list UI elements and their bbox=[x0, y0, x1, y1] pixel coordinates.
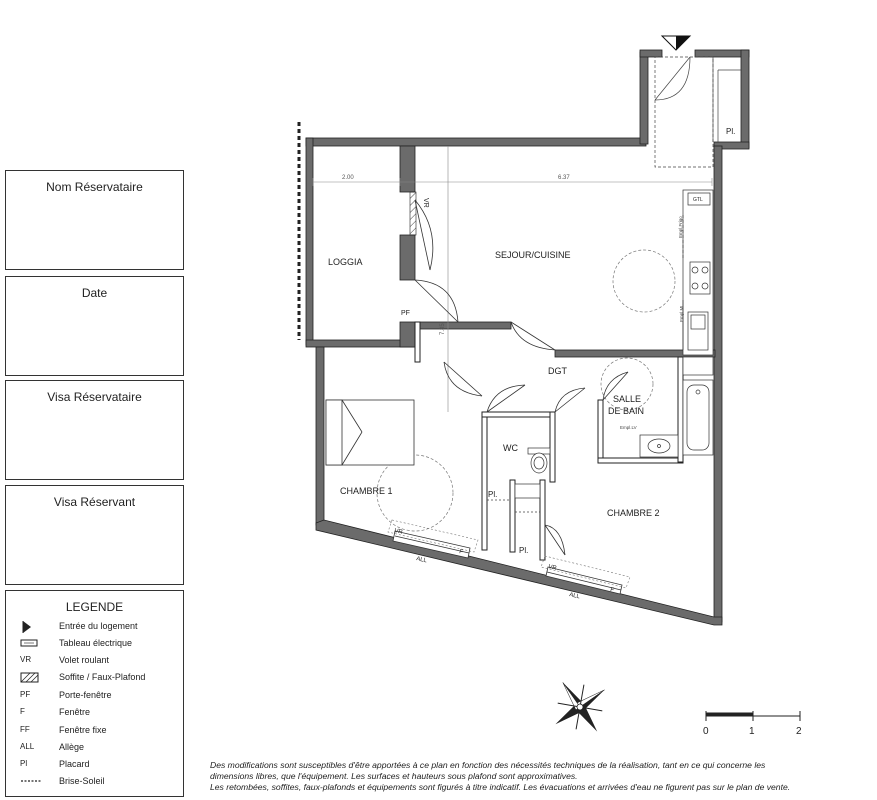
f-label-ch1: F bbox=[458, 549, 464, 556]
dim-loggia: 2.00 bbox=[342, 175, 354, 181]
vr-label-ch1: VR bbox=[393, 528, 404, 536]
frigo-label: Empl.Frigo bbox=[678, 216, 683, 238]
bed bbox=[326, 400, 414, 465]
legend-label: Allège bbox=[59, 742, 85, 752]
legend-symbol: FF bbox=[20, 725, 30, 734]
gtl-label: GTL bbox=[693, 197, 703, 203]
room-sdb-1: SALLE bbox=[613, 394, 642, 404]
legend-label: Placard bbox=[59, 759, 90, 769]
dim-height: 7.85 bbox=[440, 323, 446, 335]
legend-label: Entrée du logement bbox=[59, 621, 138, 631]
scale-tick-0: 0 bbox=[703, 726, 709, 737]
legend-symbol: Pl bbox=[20, 759, 28, 768]
windows bbox=[393, 531, 622, 594]
legend-label: Tableau électrique bbox=[59, 638, 133, 648]
disclaimer bbox=[210, 760, 850, 793]
room-chambre1: CHAMBRE 1 bbox=[340, 486, 393, 496]
compass-icon bbox=[538, 665, 622, 749]
dim-sejour: 6.37 bbox=[558, 175, 570, 181]
placard-entrance-label: Pl. bbox=[726, 127, 736, 136]
all-label-ch1: ALL bbox=[415, 556, 428, 565]
room-loggia: LOGGIA bbox=[328, 257, 363, 267]
room-chambre2: CHAMBRE 2 bbox=[607, 508, 660, 518]
legend-label: Volet roulant bbox=[59, 655, 110, 665]
all-label-ch2: ALL bbox=[568, 592, 581, 601]
bathroom-fixtures bbox=[640, 357, 713, 457]
room-wc: WC bbox=[503, 443, 518, 453]
placard-label-2: Pl. bbox=[519, 546, 529, 555]
bottom-wall bbox=[316, 520, 722, 625]
room-sejour: SEJOUR/CUISINE bbox=[495, 250, 571, 260]
legend-label: Porte-fenêtre bbox=[59, 690, 112, 700]
legend-title: LEGENDE bbox=[65, 600, 124, 614]
scale-tick-1: 1 bbox=[749, 726, 755, 737]
entrance-hall bbox=[655, 57, 741, 167]
dimension-lines bbox=[313, 146, 712, 412]
lv-label: Empl.LV bbox=[620, 425, 637, 430]
legend-symbol: VR bbox=[20, 655, 32, 664]
legend-symbol: PF bbox=[20, 690, 31, 699]
placard-label-1: Pl. bbox=[488, 490, 498, 499]
soffite-hatch bbox=[410, 192, 416, 235]
legend-label: Fenêtre bbox=[59, 707, 91, 717]
room-dgt: DGT bbox=[548, 366, 567, 376]
legend-label: Soffite / Faux-Plafond bbox=[59, 672, 146, 682]
legend-symbol: F bbox=[20, 707, 25, 716]
f-label-ch2: F bbox=[609, 587, 615, 594]
disclaimer-line-1: Des modifications sont susceptibles d'être apportées à ce plan en fonction des nécessités techniques de la réalisation, tant en ce qui concerne les bbox=[210, 760, 766, 770]
scale-bar bbox=[706, 711, 800, 721]
vr-label: VR bbox=[422, 198, 429, 208]
room-sdb-2: DE BAIN bbox=[608, 406, 645, 416]
box-date-title: Date bbox=[81, 286, 108, 300]
room-labels bbox=[328, 250, 660, 518]
box-nom-reservataire-title: Nom Réservataire bbox=[46, 180, 143, 194]
legend-label: Brise-Soleil bbox=[59, 776, 105, 786]
ml-label: Empl.ML bbox=[679, 304, 684, 322]
box-visa-reservant-title: Visa Réservant bbox=[53, 495, 136, 509]
disclaimer-line-2: dimensions libres, que l'équipement. Les surfaces et hauteurs sous plafond sont approximatives. bbox=[210, 771, 578, 781]
disclaimer-line-3: Les retombées, soffites, faux-plafonds et équipements sont figurés à titre indicatif. Les évacuations et arrivées d'eau ne figurent pas sur le plan de vente. bbox=[210, 782, 791, 792]
legend-label: Fenêtre fixe bbox=[59, 725, 107, 735]
box-visa-reservataire-title: Visa Réservataire bbox=[47, 390, 142, 404]
pf-label: PF bbox=[401, 310, 410, 317]
scale-tick-2: 2 bbox=[796, 726, 802, 737]
kitchen bbox=[683, 190, 713, 355]
vr-label-ch2: VR bbox=[547, 564, 558, 572]
legend-symbol: ALL bbox=[20, 742, 35, 751]
